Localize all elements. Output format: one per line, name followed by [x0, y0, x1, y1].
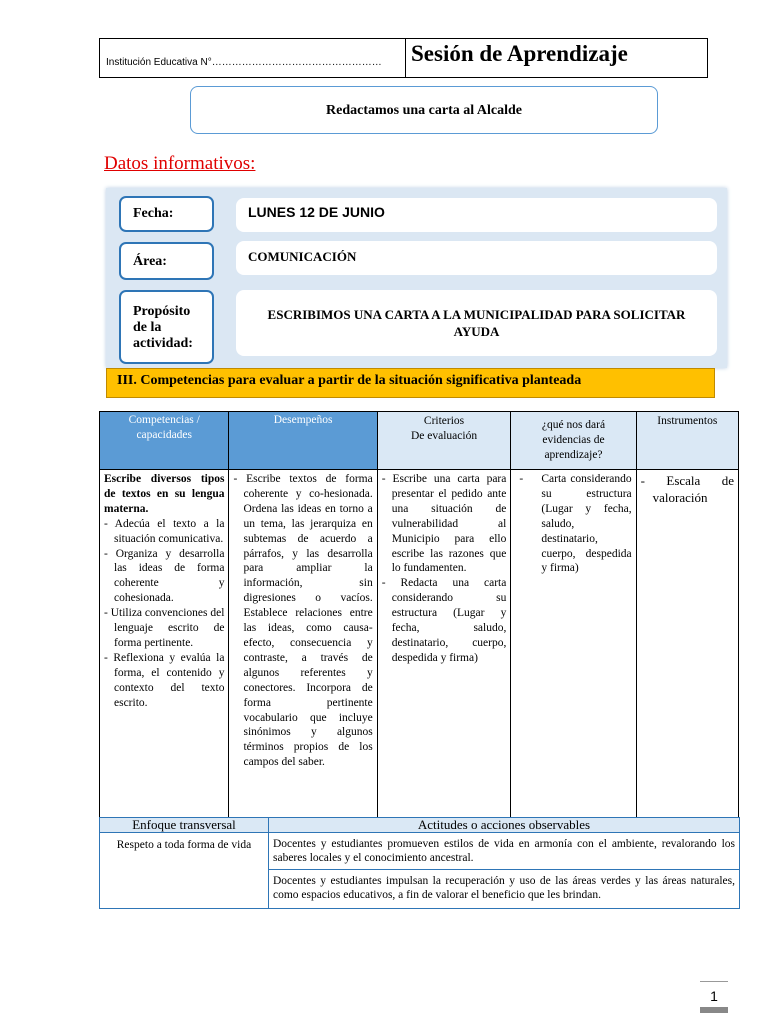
proposito-label-line: actividad: [133, 336, 193, 351]
capacidad-item: - Adecúa el texto a la situación comunicativa. [104, 517, 225, 545]
evidencia-dash: - [519, 473, 524, 485]
page-number: 1 [710, 988, 718, 1004]
header-text: De evaluación [410, 429, 478, 442]
datos-heading: Datos informativos: [104, 153, 256, 174]
fecha-label: Fecha: [119, 196, 214, 232]
competencias-heading: III. Competencias para evaluar a partir de la situación significativa planteada [106, 368, 715, 398]
proposito-value-line: AYUDA [453, 324, 500, 339]
competencia-cell [100, 470, 229, 822]
header-text: aprendizaje? [544, 448, 603, 461]
criterio-item: - Escribe una carta para presentar el pedido ante una situación de vulnerabilidad al Municipio para ello escribe las razones que lo fundamenten. [381, 473, 507, 575]
header-instrumentos: Instrumentos [636, 412, 738, 470]
page-title: Sesión de Aprendizaje [411, 41, 628, 66]
header-desempenos: Desempeños [229, 412, 377, 470]
header-text: evidencias de [542, 433, 605, 446]
session-title: Redactamos una carta al Alcalde [190, 86, 658, 134]
header-competencias [100, 412, 229, 470]
enfoque-table [99, 817, 740, 909]
actitud-item: Docentes y estudiantes promueven estilos de vida en armonía con el ambiente, revalorando los saberes locales y el conocimiento ancestral. [269, 833, 740, 870]
instrumento-cell [636, 470, 738, 822]
desempeno-text: - Escribe textos de forma coherente y co-hesionada. Ordena las ideas en torno a un tema, las jerarquiza en subtemas de acuerdo a párrafos, y las desarrolla para ampliar la información, sin digresiones o vacíos. Establece relaciones entre las ideas, como causa-efecto, consecuencia y contraste, a través de algunos referentes y conectores. Incorpora de forma pertinente vocabulario que incluye sinónimos y algunos términos propios de los campos del saber. [233, 473, 373, 769]
page-number-bar [700, 1007, 728, 1013]
enfoque-header: Enfoque transversal [100, 818, 269, 833]
header-criterios [377, 412, 511, 470]
proposito-value [236, 290, 717, 356]
evidencia-text: Carta considerando su estructura (Lugar y fecha, saludo, destinatario, cuerpo, despedida y firma) [541, 473, 632, 575]
competencia-title: Escribe diversos tipos de textos en su lengua materna. [104, 473, 225, 515]
header-text: ¿qué nos dará [541, 419, 606, 431]
actitudes-header: Actitudes o acciones observables [269, 818, 740, 833]
header-evidencias [511, 412, 636, 470]
fecha-value: LUNES 12 DE JUNIO [236, 198, 717, 232]
criterio-item: - Redacta una carta considerando su estructura (Lugar y fecha, saludo, destinatario, cuerpo, despedida y firma) [381, 577, 507, 664]
capacidad-item: - Reflexiona y evalúa la forma, el contenido y contexto del texto escrito. [104, 651, 225, 709]
actitud-item: Docentes y estudiantes impulsan la recuperación y uso de las áreas verdes y las áreas naturales, como espacios educativos, a fin de valorar el beneficio que les brindan. [269, 870, 740, 909]
table-header-row [100, 412, 739, 470]
desempeno-cell [229, 470, 377, 822]
proposito-label-line: de la [133, 320, 162, 335]
capacidad-item: - Organiza y desarrolla las ideas de forma coherente y cohesionada. [104, 547, 225, 605]
criterios-cell [377, 470, 511, 822]
proposito-value-line: ESCRIBIMOS UNA CARTA A LA MUNICIPALIDAD PARA SOLICITAR [267, 307, 686, 322]
header-box [99, 38, 708, 78]
page-number-rule [700, 981, 728, 982]
capacidad-item: - Utiliza convenciones del lenguaje escrito de forma pertinente. [104, 607, 225, 649]
enfoque-name: Respeto a toda forma de vida [100, 833, 269, 909]
header-text: capacidades [136, 428, 192, 441]
enfoque-header-row [100, 818, 740, 833]
header-text: Criterios [423, 415, 465, 427]
proposito-label-line: Propósito [133, 304, 191, 319]
header-text: Competencias / [128, 414, 200, 426]
evidencia-cell [511, 470, 636, 822]
institution-label: Institución Educativa N°…………………………………………… [106, 57, 382, 68]
competencias-table [99, 411, 739, 822]
area-label: Área: [119, 242, 214, 280]
instrumento-text: - Escala de valoración [640, 473, 734, 505]
table-row [100, 470, 739, 822]
area-value: COMUNICACIÓN [236, 241, 717, 275]
proposito-label [119, 290, 214, 364]
table-row [100, 833, 740, 870]
